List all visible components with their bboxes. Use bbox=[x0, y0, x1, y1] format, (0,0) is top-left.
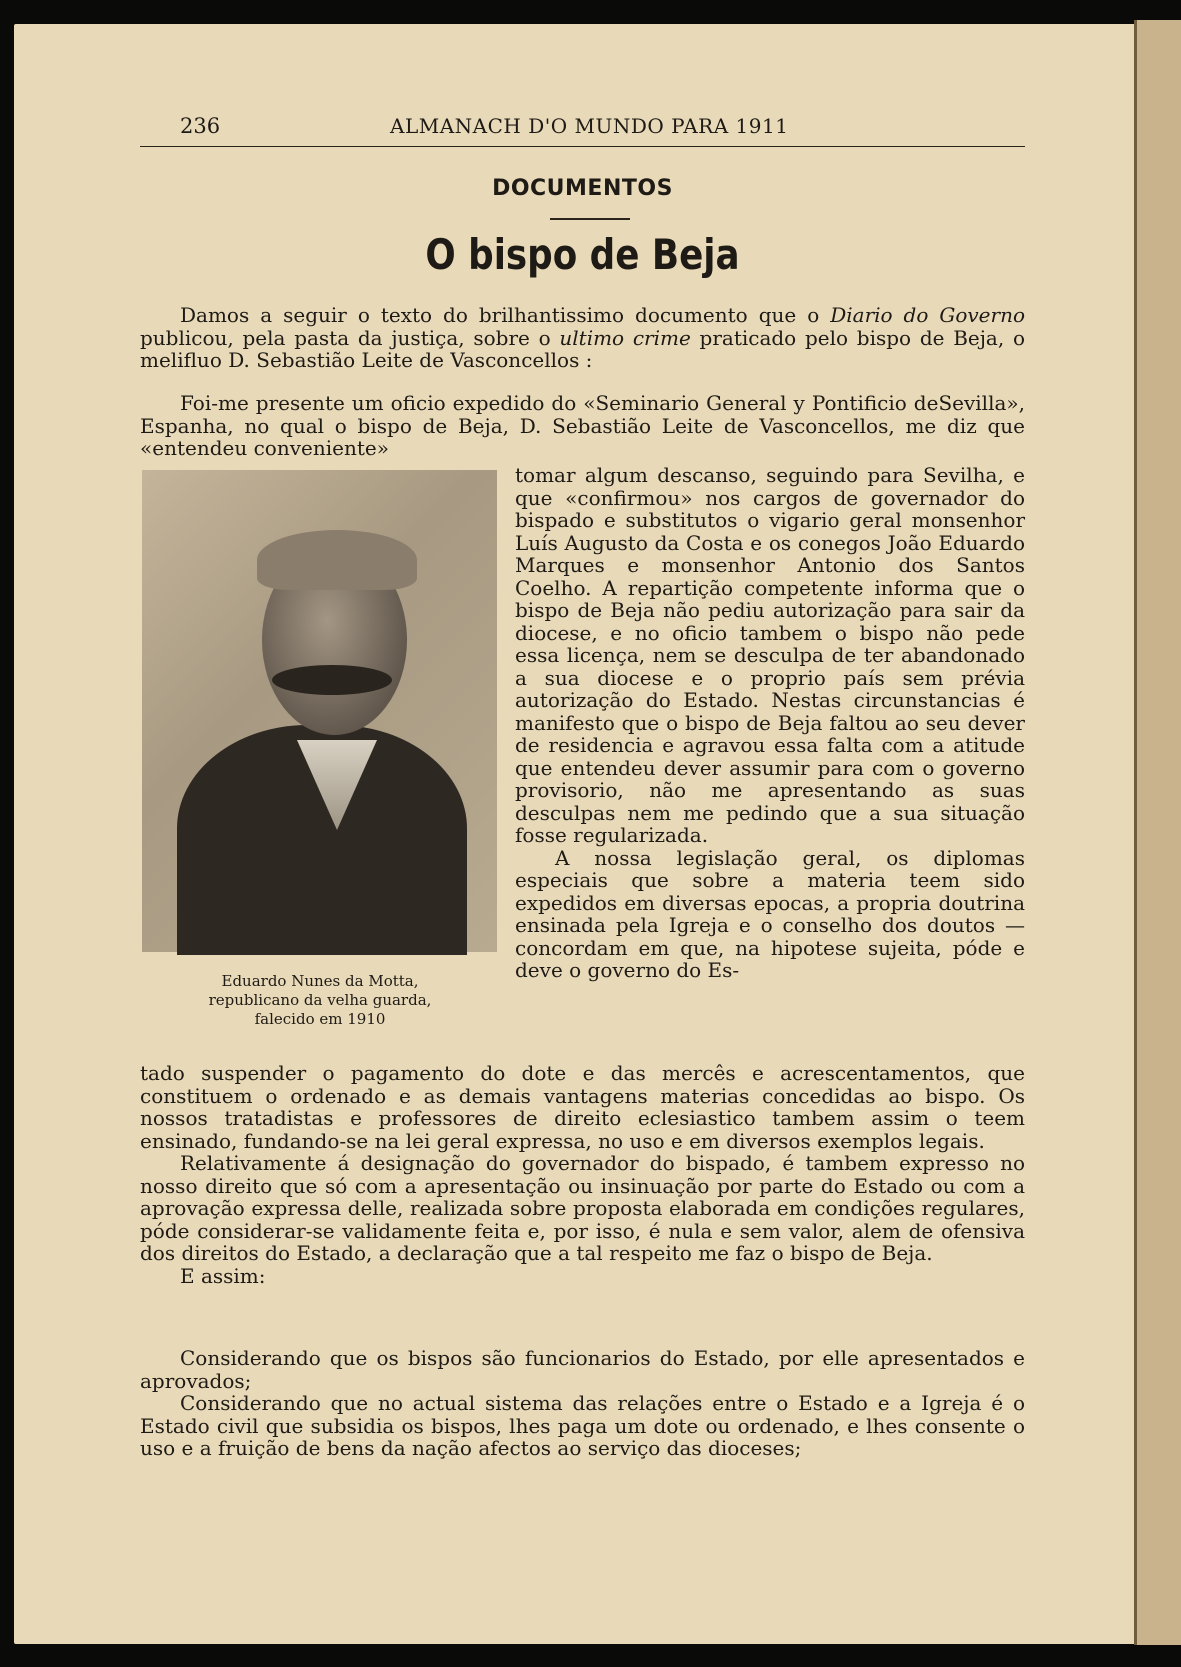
photo-caption bbox=[160, 972, 480, 1029]
considerandos bbox=[140, 1347, 1025, 1460]
considerando-2: Considerando que no actual sistema das relações entre o Estado e a Igreja é o Estado civil que subsidia os bispos, lhes paga um dote ou ordenado, e lhes consente o uso e a fruição de bens da nação afectos ao serviço das dioceses; bbox=[140, 1391, 1025, 1460]
intro-text-3: praticado pelo bispo de Beja, o melifluo D. Sebastião Leite de Vasconcellos : bbox=[140, 325, 1025, 372]
caption-line-3: falecido em 1910 bbox=[254, 1010, 386, 1028]
page-edge bbox=[1134, 20, 1181, 1645]
page-number: 236 bbox=[180, 114, 221, 138]
title-rule bbox=[550, 218, 630, 220]
body-continued bbox=[140, 1062, 1025, 1287]
portrait-photo bbox=[142, 470, 497, 952]
caption-line-1: Eduardo Nunes da Motta, bbox=[221, 972, 419, 990]
intro-italic-2: ultimo crime bbox=[559, 325, 691, 350]
paragraph-1-text: Foi-me presente um oficio expedido do «Seminario General y Pontificio deSevilla», Espanha, no qual o bispo de Beja, D. Sebastião Leite de Vasconcellos, me diz que «entendeu conveniente» bbox=[140, 391, 1025, 460]
intro-text-2: publicou, pela pasta da justiça, sobre o bbox=[140, 325, 560, 350]
portrait-moustache bbox=[272, 665, 392, 695]
running-title: ALMANACH D'O MUNDO PARA 1911 bbox=[390, 114, 789, 138]
running-header bbox=[140, 108, 1025, 147]
paragraph-1-full bbox=[140, 392, 1025, 460]
wrapped-column bbox=[515, 464, 1025, 982]
paragraph-2-wrapped: A nossa legislação geral, os diplomas especiais que sobre a materia teem sido expedidos em diversas epocas, a propria doutrina ensinada pela Igreja e o conselho dos doutos — concordam em que, na hipotese sujeita, póde e deve o governo do Es- bbox=[515, 845, 1025, 982]
paragraph-2-rest: tado suspender o pagamento do dote e das mercês e acrescentamentos, que constituem o ordenado e as demais vantagens materias concedidas ao bispo. Os nossos tratadistas e professores de direito eclesiastico tambem assim o teem ensinado, fundando-se na lei geral expressa, no uso e em diversos exemplos legais. bbox=[140, 1061, 1025, 1153]
paragraph-4: E assim: bbox=[180, 1263, 266, 1288]
paragraph-1-wrapped: tomar algum descanso, seguindo para Sevilha, e que «confirmou» nos cargos de governador do bispado e substitutos o vigario geral monsenhor Luís Augusto da Costa e os conegos João Eduardo Marques e monsenhor Antonio dos Santos Coelho. A repartição competente informa que o bispo de Beja não pediu autorização para sair da diocese, e no oficio tambem o bispo não pede essa licença, nem se desculpa de ter abandonado a sua diocese e o proprio país sem prévia autorização do Estado. Nestas circunstancias é manifesto que o bispo de Beja faltou ao seu dever de residencia e agravou essa falta com a atitude que entendeu dever assumir para com o governo provisorio, não me apresentando as suas desculpas nem me pedindo que a sua situação fosse regularizada. bbox=[515, 463, 1025, 847]
intro-italic-1: Diario do Governo bbox=[830, 303, 1025, 327]
intro-paragraph bbox=[140, 304, 1025, 372]
considerando-1: Considerando que os bispos são funcionarios do Estado, por elle apresentados e aprovados; bbox=[140, 1346, 1025, 1393]
caption-line-2: republicano da velha guarda, bbox=[208, 991, 432, 1009]
section-label: DOCUMENTOS bbox=[492, 176, 673, 201]
article-title: O bispo de Beja bbox=[425, 230, 740, 279]
portrait-hair bbox=[257, 530, 417, 590]
paragraph-3: Relativamente á designação do governador do bispado, é tambem expresso no nosso direito que só com a apresentação ou insinuação por parte do Estado ou com a aprovação expressa delle, realizada sobre proposta elaborada em condições regulares, póde considerar-se validamente feita e, por isso, é nula e sem valor, alem de ofensiva dos direitos do Estado, a declaração que a tal respeito me faz o bispo de Beja. bbox=[140, 1151, 1025, 1265]
intro-text-1: Damos a seguir o texto do brilhantissimo documento que o bbox=[180, 303, 831, 327]
